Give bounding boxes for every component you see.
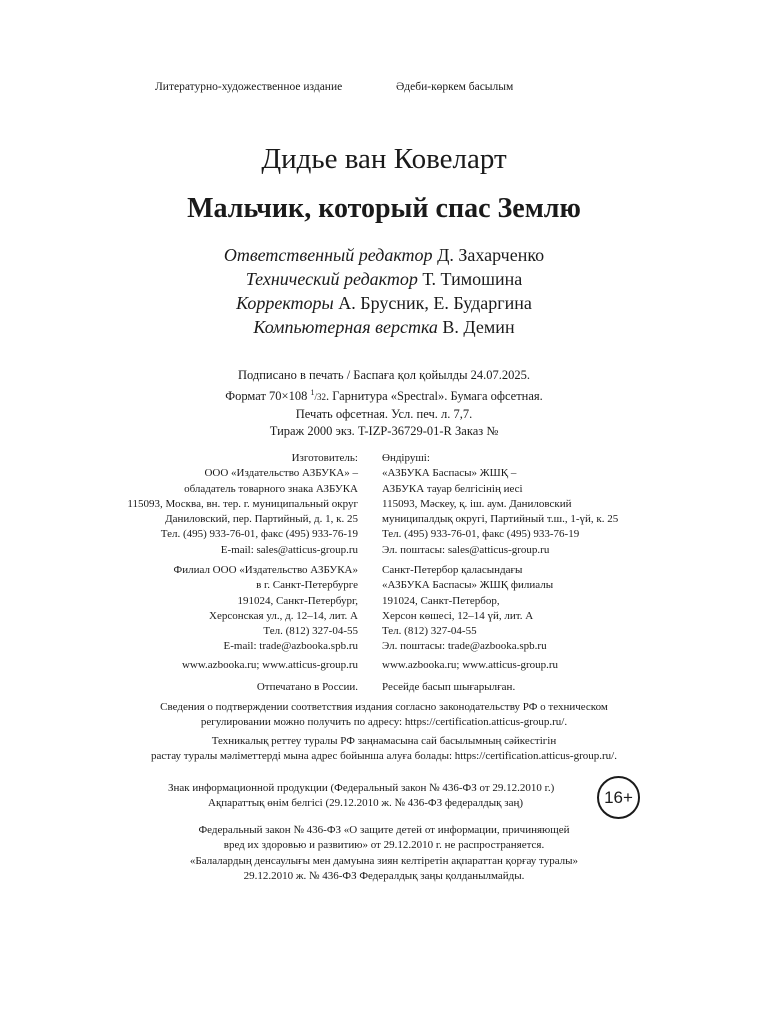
credit-name: В. Демин [442, 317, 515, 337]
websites-ru[interactable]: www.azbooka.ru; www.atticus-group.ru [181, 659, 358, 671]
websites-kz[interactable]: www.azbooka.ru; www.atticus-group.ru [382, 659, 559, 671]
printed-in-kz: Ресейде басып шығарылған. [382, 681, 516, 693]
certification-kz: Техникалық реттеу туралы РФ заңнамасына сай басылымның сәйкестігін растау туралы мәліметтерді мына адрес бойынша алуға болады: https://certification.atticus-group.ru/. [151, 735, 617, 763]
credit-role: Ответственный редактор [223, 245, 433, 265]
credit-line [0, 291, 768, 315]
branch-ru: Филиал ООО «Издательство АЗБУКА» в г. Санкт-Петербурге 191024, Санкт-Петербург, Херсонская ул., д. 12–14, лит. А Тел. (812) 327-04-55 E-mail: trade@azbooka.spb.ru [173, 564, 358, 653]
credit-name: А. Брусник, Е. Бударгина [338, 293, 532, 313]
credit-name: Д. Захарченко [437, 245, 545, 265]
print-info [0, 367, 768, 440]
print-format: Формат 70×108 $^1$/32. Гарнитура «Spectral». Бумага офсетная. [225, 388, 543, 404]
credit-role: Корректоры [236, 293, 334, 313]
credit-line [0, 243, 768, 267]
credit-name: Т. Тимошина [422, 269, 523, 289]
info-sign-kz: Ақпараттық өнім белгісі (29.12.2010 ж. № 436-ФЗ федералдық заң) [208, 797, 524, 809]
edition-type-ru: Литературно-художественное издание [155, 81, 343, 93]
branch-kz: Санкт-Петербор қаласындағы «АЗБУКА Баспасы» ЖШҚ филиалы 191024, Санкт-Петербор, Херсон көшесі, 12–14 үй, лит. А Тел. (812) 327-04-55 Эл. поштасы: trade@azbooka.spb.ru [382, 564, 554, 653]
certification-ru: Сведения о подтверждении соответствия издания согласно законодательству РФ о техническом регулировании можно получить по адресу: https://certification.atticus-group.ru/. [160, 701, 608, 729]
law-notice: Федеральный закон № 436-ФЗ «О защите детей от информации, причиняющей вред их здоровью и развитию» от 29.12.2010 г. не распространяется. «Балалардың денсаулығы мен дамуына зиян келтіретін ақпараттан қорғау туралы» 29.12.2010 ж. № 436-ФЗ Федералдық заңы қолданылмайды. [189, 824, 579, 882]
book-title: Мальчик, который спас Землю [187, 193, 581, 224]
manufacturer-ru: Изготовитель: ООО «Издательство АЗБУКА» – обладатель товарного знака АЗБУКА 115093, Москва, вн. тер. г. муниципальный округ Даниловский, пер. Партийный, д. 1, к. 25 Тел. (495) 933-76-01, факс (495) 933-76-19 E-mail: sales@atticus-group.ru [127, 452, 358, 556]
info-sign-ru: Знак информационной продукции (Федеральный закон № 436-ФЗ от 29.12.2010 г.) [168, 782, 555, 794]
print-signed: Подписано в печать / Баспаға қол қойылды 24.07.2025. [237, 368, 531, 382]
credit-role: Компьютерная верстка [253, 317, 438, 337]
author-name: Дидье ван Ковеларт [261, 143, 507, 175]
manufacturer-kz: Өндіруші: «АЗБУКА Баспасы» ЖШҚ – АЗБУКА тауар белгісінің иесі 115093, Мәскеу, қ. іш. аум. Даниловский муниципалдық округі, Партийный т.ш., 1-үй, к. 25 Тел. (495) 933-76-01, факс (495) 933-76-19 Эл. поштасы: sales@atticus-group.ru [382, 452, 619, 556]
printed-in-ru: Отпечатано в России. [256, 681, 358, 693]
age-rating-badge: 16+ [597, 776, 640, 819]
credit-role: Технический редактор [245, 269, 418, 289]
print-type: Печать офсетная. Усл. печ. л. 7,7. [295, 407, 473, 422]
edition-type-kz: Әдеби-көркем басылым [396, 81, 514, 93]
credit-line [0, 267, 768, 291]
credit-line [0, 315, 768, 339]
print-run: Тираж 2000 экз. T-IZP-36729-01-R Заказ № [269, 424, 499, 439]
